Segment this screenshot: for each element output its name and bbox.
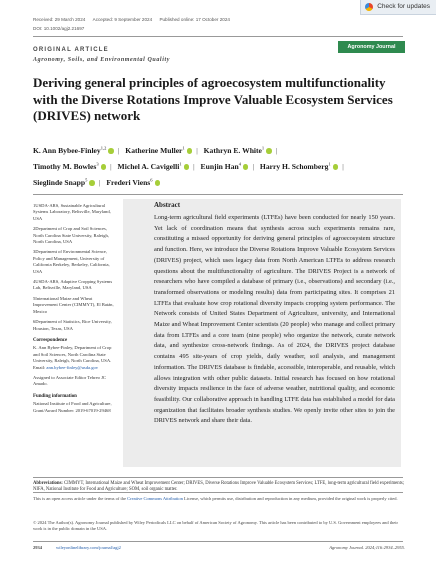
orcid-icon[interactable] [184,164,190,170]
author[interactable]: Frederi Viens$^6$ [106,178,160,187]
orcid-icon[interactable] [243,164,249,170]
affiliation: 6Department of Statistics, Rice University, Houston, Texas, USA [33,319,112,331]
abstract-text: Long-term agricultural field experiments (LTFEs) have been conducted for nearly 150 years. Yet lack of coordination means that synthesis across such experiments remains rare, constituting a missed opportunity for deriving general principles of agroecosystem structure and function. Here, we introduce the Diverse Rotations Improve Valuable Ecosystem Services (DRIVES) project, which uses legacy data from North American LTFEs to address research questions about the multifunctionality of agriculture. The DRIVES Project is a network of researchers who have compiled a database of primary (i.e., observations) and secondary (i.e., transformed observations or modeling results) data from participating sites. It comprises 21 LTFEs that evaluate how crop rotational diversity impacts cropping system performance. The Network consists of United States Department of Agriculture, university, and International Maize and Wheat Improvement Center scientists (20 people) who manage and collect primary data from LTFEs and a core team (nine people) who organize the network, curate network data, and synthesize cross-network findings. As of 2024, the DRIVES project database contains 495 site-years of crop yields, daily weather, soil analysis, and management information. The DRIVES database is findable, accessible, interoperable, and reusable, which allows integration with other public datasets. Initial research has focused on how rotational diversity impacts resilience in the face of adverse weather, nutritional quality, and economic feasibility. Our collaborative approach in handling LTFE data has established a model for data organization that facilitates broader synthesis studies. We openly invite other sites to join the DRIVES network and share their data. [154,214,395,425]
funding-text: National Institute of Food and Agriculture, Grant/Award Number: 2019-67019-29468 [33,401,112,413]
article-type: ORIGINAL ARTICLE [33,47,109,53]
editor-note: Assigned to Associate Editor Tehreo JC Amado. [33,374,106,387]
author[interactable]: Kathryn E. White$^1$ [204,146,272,155]
page-number: 2934 [33,545,42,550]
author[interactable]: K. Ann Bybee-Finley$^{1,2}$ [33,146,114,155]
citation: Agronomy Journal. 2024;116:2934–2955. [329,545,405,550]
header-divider [33,36,403,37]
abbreviations: Abbreviations: CIMMYT, International Maize and Wheat Improvement Center; DRIVES, Diverse Rotations Improve Valuable Ecosystem Services; LTFE, long-term agricultural field experiments; NIFA, National Institute for Food and Agriculture; SOM, soil organic matter. [33,481,405,493]
affiliation: 2Department of Crop and Soil Sciences, North Carolina State University, Raleigh, North Carolina, USA [33,226,109,245]
doi[interactable]: DOI: 10.1002/agj2.21697 [33,26,85,31]
author[interactable]: Michel A. Cavigelli$^1$ [118,162,190,171]
correspondence-text: K. Ann Bybee-Finley, Department of Crop and Soil Sciences, North Carolina State University, Raleigh, North Carolina, USA. Email: ann.bybee-finley@usda.gov [33,345,112,370]
orcid-icon[interactable] [89,180,95,186]
abstract-box [123,199,401,467]
copyright-text: © 2024 The Author(s). Agronomy Journal published by Wiley Periodicals LLC on behalf of American Society of Agronomy. This article has been contributed to by U.S. Government employees and their work is in the public domain in the USA. [33,520,399,532]
abstract-heading: Abstract [154,201,181,209]
orcid-icon[interactable] [155,180,161,186]
affiliation: 1USDA-ARS, Sustainable Agricultural Systems Laboratory, Beltsville, Maryland, USA [33,203,111,221]
funding-heading: Funding information [33,393,77,399]
orcid-icon[interactable] [101,164,107,170]
footer-divider [33,541,403,542]
journal-url[interactable]: wileyonlinelibrary.com/journal/agj2 [56,545,121,550]
article-dates [33,17,230,22]
affiliation: 5International Maize and Wheat Improvement Center (CIMMYT), El Batán, Mexico [33,295,114,314]
orcid-icon[interactable] [266,148,272,154]
check-for-updates-button[interactable] [360,0,436,15]
received-date: Received: 29 March 2024 [33,17,86,22]
license-divider [33,492,403,493]
author[interactable]: Timothy M. Bowles$^3$ [33,162,106,171]
email-link[interactable]: ann.bybee-finley@usda.gov [46,364,99,370]
orcid-icon[interactable] [187,148,193,154]
subject-area: Agronomy, Soils, and Environmental Quality [33,57,170,63]
license-text: This is an open access article under the terms of the Creative Commons Attribution License, which permits use, distribution and reproduction in any medium, provided the original work is properly cited. [33,496,398,501]
accepted-date: Accepted: 9 September 2024 [92,17,153,22]
author[interactable]: Harry H. Schomberg$^1$ [260,162,338,171]
crossmark-icon [365,3,373,11]
affiliation: 3Department of Environmental Science, Policy and Management, University of California Berkeley, Berkeley, California, USA [33,249,110,274]
author-list: K. Ann Bybee-Finley$^{1,2}$ | Katherine Muller$^1$ | Kathryn E. White$^1$ | Timothy M. Bowles$^3$ | Michel A. Cavigelli$^1$ | Eunjin Han$^4$ | Harry H. Schomberg$^1$ | Sieglinde Snapp$^5$ | Frederi Viens$^6$ [33,145,344,187]
affiliation: 4USDA-ARS, Adaptive Cropping Systems Lab, Beltsville, Maryland, USA [33,279,113,291]
article-title: Deriving general principles of agroecosystem multifunctionality with the Diverse Rotations Improve Valuable Ecosystem Services (DRIVES) network [33,75,393,123]
published-date: Published online: 17 October 2024 [159,17,230,22]
author[interactable]: Sieglinde Snapp$^5$ [33,178,95,187]
journal-badge: Agronomy Journal [338,41,405,53]
sidebar-info [33,203,115,418]
orcid-icon[interactable] [108,148,114,154]
check-for-updates-label: Check for updates [377,3,430,10]
license-link[interactable]: Creative Commons Attribution [127,496,183,501]
orcid-icon[interactable] [333,164,339,170]
correspondence-heading: Correspondence [33,337,68,343]
authors-divider [33,194,403,195]
author[interactable]: Katherine Muller$^1$ [125,146,192,155]
abbreviations-divider [33,477,403,478]
author[interactable]: Eunjin Han$^4$ [201,162,249,171]
